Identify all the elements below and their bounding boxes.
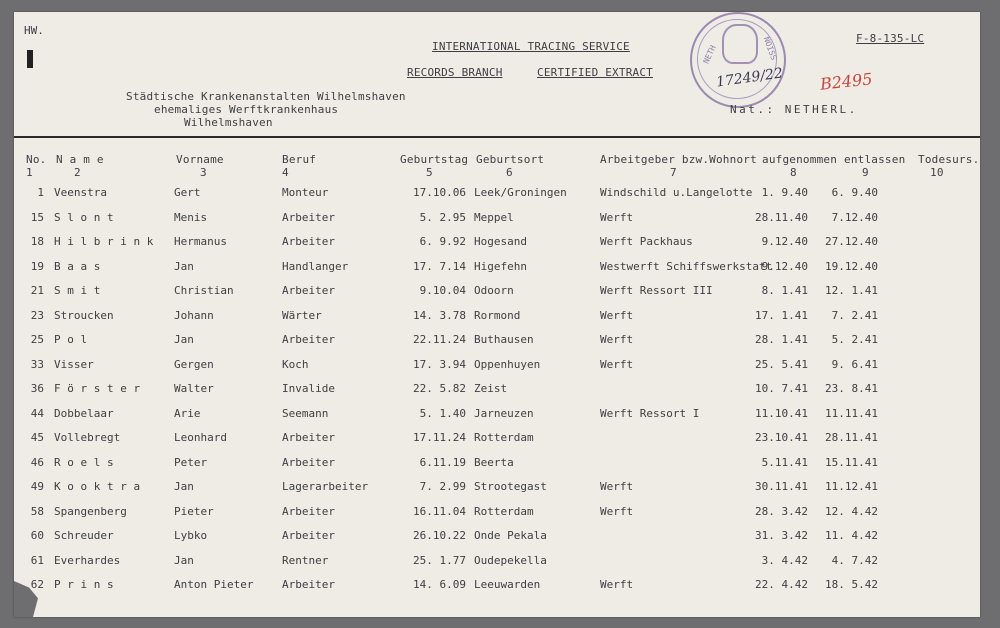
table-row	[14, 333, 980, 357]
cell-beruf: Koch	[282, 357, 309, 371]
col-num-todesursache: 10	[930, 166, 944, 179]
cell-name: P o l	[54, 333, 88, 346]
cell-name: Everhardes	[54, 553, 121, 567]
cell-beruf: Arbeiter	[282, 504, 335, 518]
cell-arbeitgeber: Werft Ressort I	[600, 406, 700, 420]
cell-arbeitgeber: Werft	[600, 578, 634, 591]
cell-vorname: Hermanus	[174, 235, 227, 248]
cell-name: F ö r s t e r	[54, 382, 141, 395]
cell-auf: 23.10.41	[755, 431, 808, 444]
cell-auf: 25. 5.41	[755, 357, 808, 371]
cell-vorname: Arie	[174, 406, 201, 420]
cell-vorname: Lybko	[174, 529, 208, 542]
cell-vorname: Peter	[174, 455, 208, 469]
cell-arbeitgeber: Werft	[600, 504, 634, 518]
cell-ent: 7.12.40	[831, 210, 878, 224]
cell-auf: 9.12.40	[761, 259, 808, 273]
cell-arbeitgeber: Werft	[600, 480, 634, 493]
hospital-line-1: Städtische Krankenanstalten Wilhelmshaven	[126, 90, 406, 103]
cell-no: 19	[30, 259, 44, 273]
cell-vorname: Jan	[174, 553, 194, 567]
cell-vorname: Jan	[174, 333, 194, 346]
cell-name: P r i n s	[54, 578, 114, 591]
col-num-vorname: 3	[200, 166, 207, 179]
cell-beruf: Invalide	[282, 382, 335, 395]
table-row	[14, 578, 980, 602]
cell-geb: 9.10.04	[419, 284, 466, 297]
cell-beruf: Arbeiter	[282, 235, 335, 248]
cell-ort: Higefehn	[474, 259, 527, 273]
cell-ent: 28.11.41	[825, 431, 878, 444]
cell-arbeitgeber: Werft	[600, 210, 634, 224]
cell-auf: 28. 3.42	[755, 504, 808, 518]
table-row	[14, 456, 980, 480]
org-title: INTERNATIONAL TRACING SERVICE	[432, 40, 630, 53]
cell-vorname: Johann	[174, 308, 214, 322]
table-row	[14, 211, 980, 235]
cell-auf: 5.11.41	[761, 455, 808, 469]
cell-geb: 5. 1.40	[419, 406, 466, 420]
col-num-arbeitgeber: 7	[670, 166, 677, 179]
cell-ent: 11.12.41	[825, 480, 878, 493]
cell-ort: Strootegast	[474, 480, 547, 493]
cell-ent: 12. 1.41	[825, 284, 878, 297]
cell-geb: 6.11.19	[419, 455, 466, 469]
cell-no: 45	[30, 431, 44, 444]
col-num-geburtsort: 6	[506, 166, 513, 179]
table-row	[14, 260, 980, 284]
cell-ort: Beerta	[474, 455, 514, 469]
cell-vorname: Leonhard	[174, 431, 227, 444]
cell-beruf: Arbeiter	[282, 578, 335, 591]
cell-name: B a a s	[54, 259, 101, 273]
cell-name: Schreuder	[54, 529, 114, 542]
cell-geb: 26.10.22	[413, 529, 466, 542]
cell-name: Veenstra	[54, 186, 107, 199]
cell-no: 62	[30, 578, 44, 591]
cell-beruf: Lagerarbeiter	[282, 480, 369, 493]
nationality-label: Nat.: NETHERL.	[730, 103, 858, 116]
cell-auf: 22. 4.42	[755, 578, 808, 591]
table-row	[14, 284, 980, 308]
cell-vorname: Gert	[174, 186, 201, 199]
cell-ent: 27.12.40	[825, 235, 878, 248]
branch-label: RECORDS BRANCH	[407, 66, 503, 79]
cell-ent: 18. 5.42	[825, 578, 878, 591]
col-num-geburtstag: 5	[426, 166, 433, 179]
cell-geb: 25. 1.77	[413, 553, 466, 567]
cell-ort: Leeuwarden	[474, 578, 541, 591]
cell-ort: Hogesand	[474, 235, 527, 248]
official-seal-stamp: NETH NOISS	[690, 12, 786, 108]
cell-ent: 11.11.41	[825, 406, 878, 420]
hw-marker-bar	[27, 50, 33, 68]
cell-arbeitgeber: Werft Ressort III	[600, 284, 713, 297]
cell-ent: 23. 8.41	[825, 382, 878, 395]
cell-ent: 11. 4.42	[825, 529, 878, 542]
table-row	[14, 382, 980, 406]
cell-arbeitgeber: Werft	[600, 333, 634, 346]
cell-arbeitgeber: Werft Packhaus	[600, 235, 693, 248]
cell-vorname: Walter	[174, 382, 214, 395]
cell-name: Visser	[54, 357, 94, 371]
cell-arbeitgeber: Windschild u.Langelotte	[600, 186, 753, 199]
cell-beruf: Arbeiter	[282, 529, 335, 542]
cell-ent: 5. 2.41	[831, 333, 878, 346]
cell-ort: Odoorn	[474, 284, 514, 297]
cell-no: 61	[30, 553, 44, 567]
cell-geb: 14. 6.09	[413, 578, 466, 591]
col-num-name: 2	[74, 166, 81, 179]
cell-geb: 7. 2.99	[419, 480, 466, 493]
cell-ort: Buthausen	[474, 333, 534, 346]
cell-geb: 6. 9.92	[419, 235, 466, 248]
cell-name: Dobbelaar	[54, 406, 114, 420]
cell-no: 21	[30, 284, 44, 297]
col-header-vorname: Vorname	[176, 153, 224, 166]
stamp-handwritten-number: 17249/22	[715, 65, 784, 91]
cell-auf: 31. 3.42	[755, 529, 808, 542]
cell-ort: Rormond	[474, 308, 521, 322]
cell-auf: 11.10.41	[755, 406, 808, 420]
cell-beruf: Rentner	[282, 553, 329, 567]
hospital-line-3: Wilhelmshaven	[184, 116, 273, 129]
cell-ent: 6. 9.40	[831, 186, 878, 199]
table-row	[14, 186, 980, 210]
cell-beruf: Arbeiter	[282, 210, 335, 224]
table-row	[14, 235, 980, 259]
col-num-entlassen: 9	[862, 166, 869, 179]
cell-auf: 28.11.40	[755, 210, 808, 224]
col-header-arbeitgeber: Arbeitgeber bzw.Wohnort	[600, 153, 757, 166]
cell-ort: Oudepekella	[474, 553, 547, 567]
reference-number: F-8-135-LC	[856, 32, 925, 45]
cell-geb: 17.10.06	[413, 186, 466, 199]
cell-ent: 9. 6.41	[831, 357, 878, 371]
cell-no: 18	[30, 235, 44, 248]
col-header-geburtsort: Geburtsort	[476, 153, 545, 166]
header-rule	[14, 136, 980, 138]
cell-no: 36	[30, 382, 44, 395]
cell-arbeitgeber: Werft	[600, 308, 634, 322]
doc-type-label: CERTIFIED EXTRACT	[537, 66, 653, 79]
table-row	[14, 529, 980, 553]
crest-icon	[722, 24, 758, 64]
cell-beruf: Arbeiter	[282, 333, 335, 346]
cell-no: 15	[30, 210, 44, 224]
col-header-geburtstag: Geburtstag	[400, 153, 469, 166]
cell-no: 25	[30, 333, 44, 346]
cell-geb: 17.11.24	[413, 431, 466, 444]
cell-ort: Zeist	[474, 382, 508, 395]
cell-name: Spangenberg	[54, 504, 127, 518]
document-page	[14, 12, 980, 617]
cell-beruf: Arbeiter	[282, 455, 335, 469]
cell-geb: 17. 3.94	[413, 357, 466, 371]
cell-beruf: Handlanger	[282, 259, 349, 273]
col-header-beruf: Beruf	[282, 153, 317, 166]
cell-ent: 15.11.41	[825, 455, 878, 469]
cell-no: 44	[30, 406, 44, 420]
cell-beruf: Wärter	[282, 308, 322, 322]
hospital-line-2: ehemaliges Werftkrankenhaus	[154, 103, 339, 116]
cell-auf: 9.12.40	[761, 235, 808, 248]
cell-no: 23	[30, 308, 44, 322]
cell-auf: 17. 1.41	[755, 308, 808, 322]
cell-no: 1	[37, 186, 44, 199]
cell-geb: 17. 7.14	[413, 259, 466, 273]
cell-auf: 28. 1.41	[755, 333, 808, 346]
cell-ort: Oppenhuyen	[474, 357, 541, 371]
table-row	[14, 554, 980, 578]
table-row	[14, 309, 980, 333]
cell-arbeitgeber: Werft	[600, 357, 634, 371]
cell-auf: 1. 9.40	[761, 186, 808, 199]
cell-vorname: Jan	[174, 259, 194, 273]
col-num-aufgenommen: 8	[790, 166, 797, 179]
cell-beruf: Seemann	[282, 406, 329, 420]
col-header-no: No.	[26, 153, 47, 166]
table-row	[14, 505, 980, 529]
cell-no: 33	[30, 357, 44, 371]
table-row	[14, 358, 980, 382]
cell-ort: Jarneuzen	[474, 406, 534, 420]
cell-vorname: Gergen	[174, 357, 214, 371]
cell-ort: Rotterdam	[474, 504, 534, 518]
cell-ort: Leek/Groningen	[474, 186, 567, 199]
cell-vorname: Christian	[174, 284, 234, 297]
cell-ent: 12. 4.42	[825, 504, 878, 518]
cell-name: Vollebregt	[54, 431, 121, 444]
cell-vorname: Jan	[174, 480, 194, 493]
table-row	[14, 480, 980, 504]
cell-arbeitgeber: Westwerft Schiffswerkstatt	[600, 259, 773, 273]
cell-name: H i l b r i n k	[54, 235, 154, 248]
cell-no: 58	[30, 504, 44, 518]
col-num-beruf: 4	[282, 166, 289, 179]
cell-ort: Onde Pekala	[474, 529, 547, 542]
cell-name: R o e l s	[54, 455, 114, 469]
cell-auf: 3. 4.42	[761, 553, 808, 567]
table-row	[14, 431, 980, 455]
cell-vorname: Anton Pieter	[174, 578, 254, 591]
cell-geb: 22.11.24	[413, 333, 466, 346]
cell-auf: 8. 1.41	[761, 284, 808, 297]
cell-no: 60	[30, 529, 44, 542]
cell-name: K o o k t r a	[54, 480, 141, 493]
cell-ent: 7. 2.41	[831, 308, 878, 322]
col-num-no: 1	[26, 166, 33, 179]
cell-no: 49	[30, 480, 44, 493]
cell-name: Stroucken	[54, 308, 114, 322]
hw-mark: HW.	[24, 24, 44, 37]
cell-auf: 10. 7.41	[755, 382, 808, 395]
table-row	[14, 407, 980, 431]
col-header-name: N a m e	[56, 153, 104, 166]
cell-geb: 14. 3.78	[413, 308, 466, 322]
red-handwritten-mark: B2495	[819, 69, 874, 94]
cell-no: 46	[30, 455, 44, 469]
cell-ort: Meppel	[474, 210, 514, 224]
cell-ort: Rotterdam	[474, 431, 534, 444]
cell-beruf: Arbeiter	[282, 431, 335, 444]
cell-geb: 5. 2.95	[419, 210, 466, 224]
cell-name: S l o n t	[54, 210, 114, 224]
cell-geb: 16.11.04	[413, 504, 466, 518]
cell-beruf: Arbeiter	[282, 284, 335, 297]
cell-beruf: Monteur	[282, 186, 329, 199]
col-header-todesursache: Todesurs.	[918, 153, 980, 166]
cell-vorname: Menis	[174, 210, 208, 224]
cell-geb: 22. 5.82	[413, 382, 466, 395]
cell-ent: 19.12.40	[825, 259, 878, 273]
cell-auf: 30.11.41	[755, 480, 808, 493]
cell-ent: 4. 7.42	[831, 553, 878, 567]
col-header-aufgenommen: aufgenommen	[762, 153, 838, 166]
col-header-entlassen: entlassen	[844, 153, 906, 166]
cell-vorname: Pieter	[174, 504, 214, 518]
cell-name: S m i t	[54, 284, 101, 297]
